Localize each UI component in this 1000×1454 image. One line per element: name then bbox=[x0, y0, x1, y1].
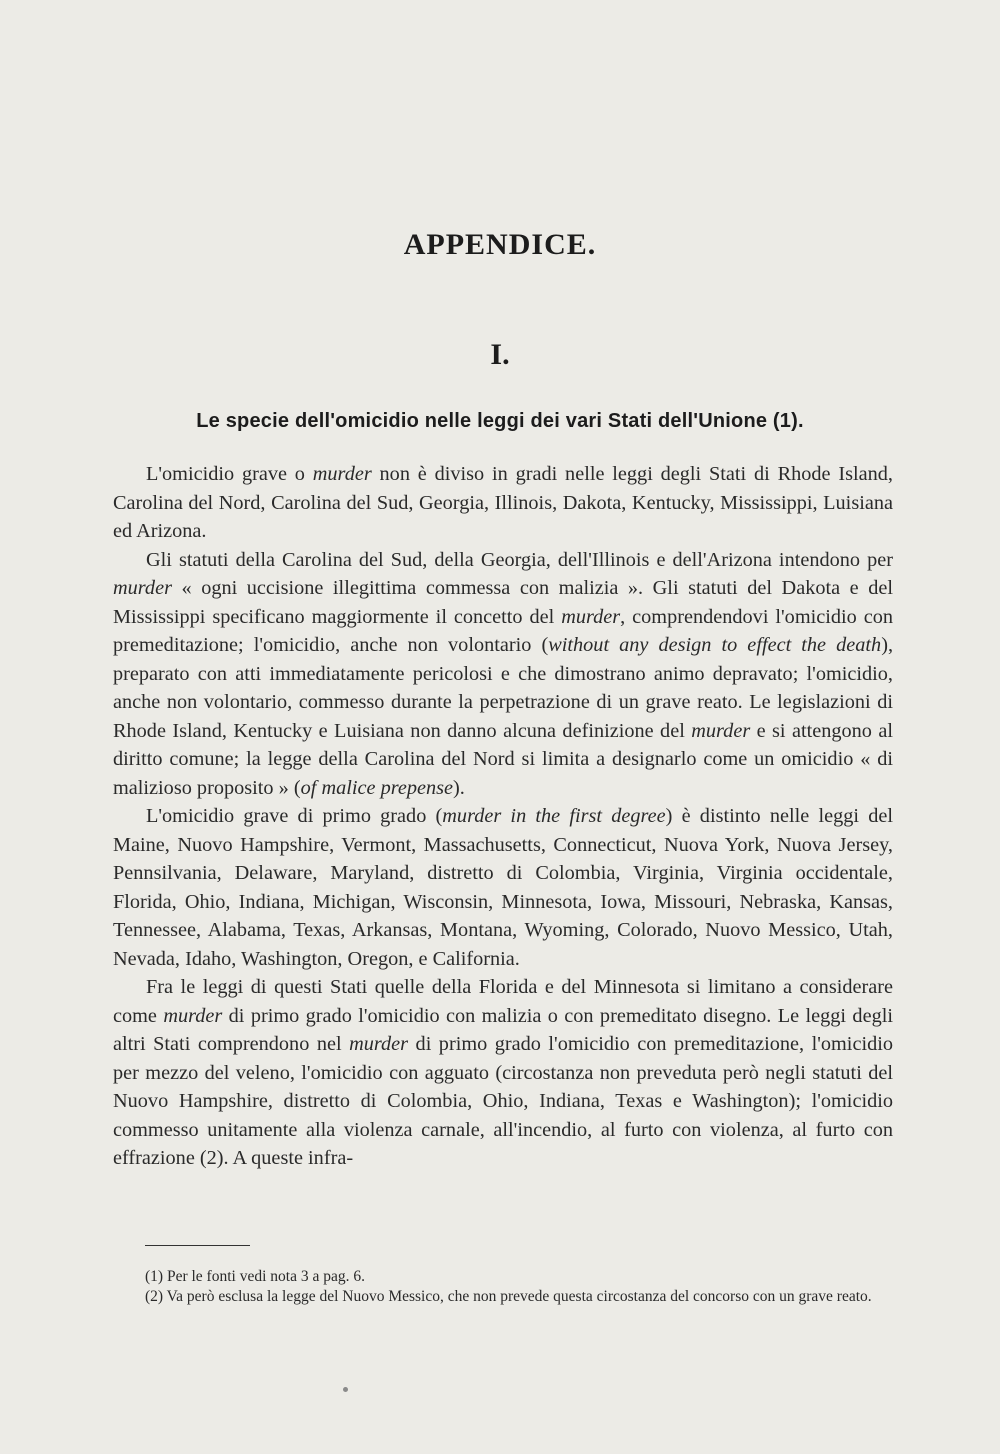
italic-term: murder in the first degree bbox=[442, 805, 666, 827]
footnote-1: (1) Per le fonti vedi nota 3 a pag. 6. bbox=[145, 1268, 365, 1285]
text-run: Gli statuti della Carolina del Sud, della Georgia, dell'Illinois e dell'Arizona intendono per bbox=[146, 548, 893, 571]
paragraph-4 bbox=[113, 973, 893, 1173]
footnotes bbox=[113, 1267, 893, 1307]
italic-term: without any design to effect the death bbox=[548, 634, 882, 656]
section-number: I. bbox=[490, 338, 510, 371]
text-run: Fra le leggi di questi Stati quelle della Florida e del Minnesota si limitano a considerare come bbox=[113, 976, 893, 1027]
italic-term: murder bbox=[113, 577, 172, 599]
body-text bbox=[113, 460, 893, 1173]
footnote-2: (2) Va però esclusa la legge del Nuovo Messico, che non prevede questa circostanza del concorso con un grave reato. bbox=[145, 1288, 872, 1305]
text-run: e si attengono al diritto comune; la legge della Carolina del Nord si limita a designarlo come un omicidio « di malizioso proposito » ( bbox=[113, 719, 893, 799]
text-run: ) è distinto nelle leggi del Maine, Nuovo Hampshire, Vermont, Massachusetts, Connecticut, Nuova York, Nuova Jersey, Pennsilvania, Delaware, Maryland, distretto di Colombia, Virginia, Virginia occidentale, Florida, Ohio, Indiana, Michigan, Wisconsin, Minnesota, Iowa, Missouri, Nebraska, Kansas, Tennessee, Alabama, Texas, Arkansas, Montana, Wyoming, Colorado, Nuovo Messico, Utah, Nevada, Idaho, Washington, Oregon, e California. bbox=[113, 805, 893, 970]
italic-term: murder bbox=[163, 1004, 223, 1027]
appendix-title: APPENDICE. bbox=[403, 228, 597, 261]
text-run: L'omicidio grave o bbox=[146, 463, 313, 485]
text-run: ). bbox=[453, 776, 465, 799]
paragraph-1 bbox=[113, 460, 893, 546]
italic-term: murder bbox=[691, 719, 751, 742]
text-run: « ogni uccisione illegittima commessa con malizia ». Gli statuti del Dakota e del Mississippi specificano maggiormente il concetto del bbox=[113, 577, 893, 628]
text-run: di primo grado l'omicidio con malizia o con premeditato disegno. Le leggi degli altri Stati comprendono nel bbox=[113, 1004, 893, 1055]
italic-term: murder bbox=[312, 463, 372, 485]
italic-term: of malice prepense bbox=[300, 776, 454, 799]
text-run: non è diviso in gradi nelle leggi degli Stati di Rhode Island, Carolina del Nord, Carolina del Sud, Georgia, Illinois, Dakota, Kentucky, Mississippi, Luisiana ed Arizona. bbox=[113, 463, 893, 542]
section-subtitle: Le specie dell'omicidio nelle leggi dei vari Stati dell'Unione (1). bbox=[196, 410, 804, 432]
text-run: L'omicidio grave di primo grado ( bbox=[146, 805, 443, 827]
text-run: di primo grado l'omicidio con premeditazione, l'omicidio per mezzo del veleno, l'omicidio con agguato (circostanza non preveduta però negli statuti del Nuovo Hampshire, distretto di Colombia, Ohio, Indiana, Texas e Washington); l'omicidio commesso unitamente alla violenza carnale, all'incendio, al furto con violenza, al furto con effrazione (2). A queste infra- bbox=[113, 1033, 893, 1169]
paragraph-3 bbox=[113, 802, 893, 973]
text-run: ), preparato con atti immediatamente pericolosi e che dimostrano animo depravato; l'omicidio, anche non volontario, commesso durante la perpetrazione di un grave reato. Le legislazioni di Rhode Island, Kentucky e Luisiana non danno alcuna definizione del bbox=[113, 634, 894, 742]
ink-speck bbox=[343, 1387, 348, 1392]
footnote-divider bbox=[145, 1245, 250, 1246]
paragraph-2 bbox=[113, 546, 893, 803]
text-run: , comprendendovi l'omicidio con premeditazione; l'omicidio, anche non volontario ( bbox=[113, 605, 893, 656]
italic-term: murder bbox=[349, 1033, 409, 1055]
italic-term: murder bbox=[561, 605, 621, 628]
